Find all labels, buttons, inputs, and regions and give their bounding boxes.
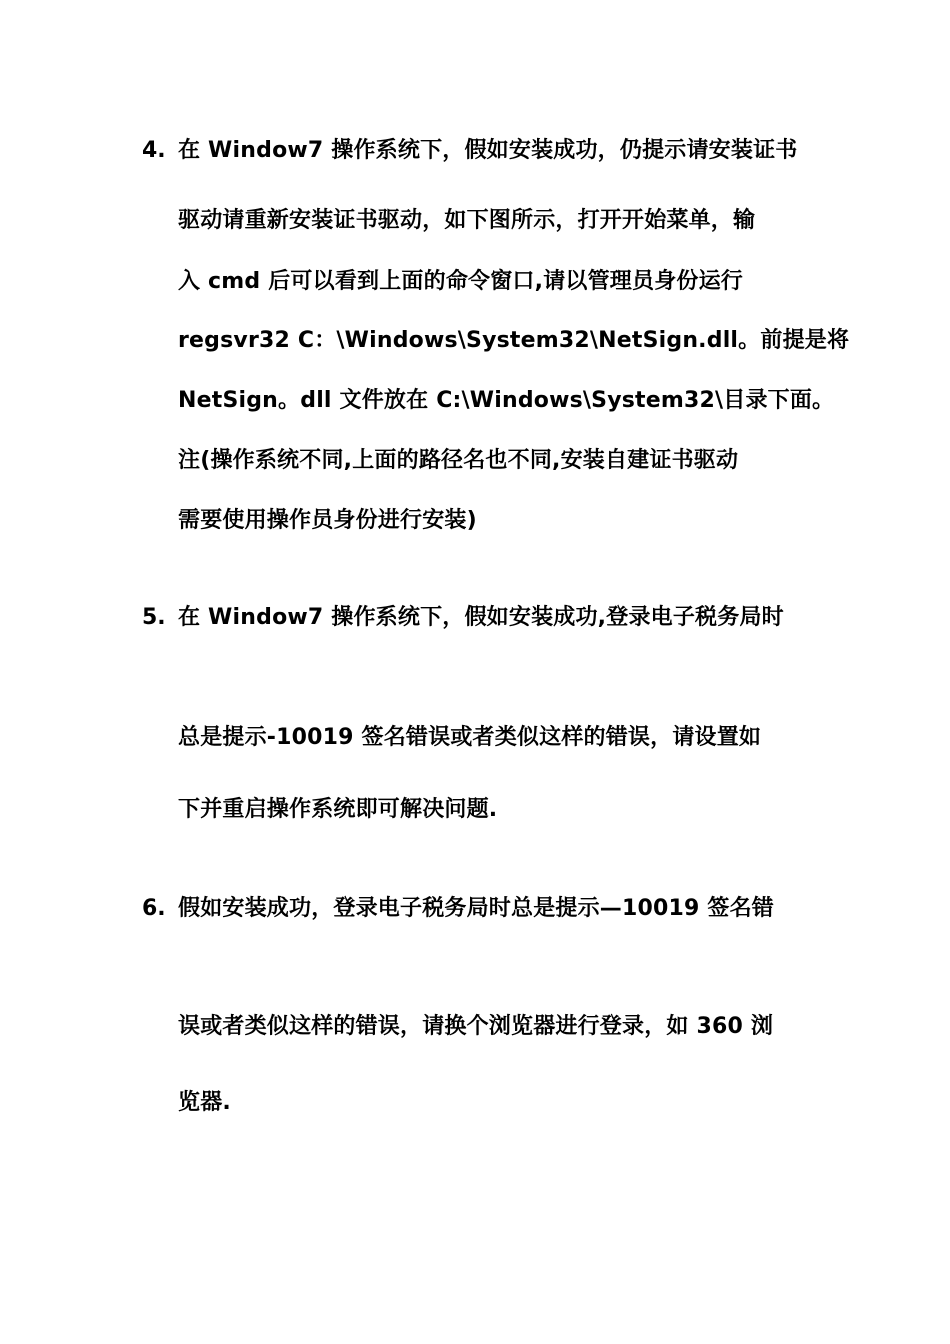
item-text-line: 下并重启操作系统即可解决问题. [178,797,498,822]
item-number: 6. [142,896,166,921]
item-text-line: 总是提示-10019 签名错误或者类似这样的错误，请设置如 [178,725,762,750]
item-text-line: 注(操作系统不同,上面的路径名也不同,安装自建证书驱动 [178,448,739,473]
item-text-line: 览器. [178,1090,231,1115]
item-text-line: 误或者类似这样的错误，请换个浏览器进行登录，如 360 浏 [178,1014,774,1039]
item-text-line: 需要使用操作员身份进行安装) [178,508,477,533]
item-text-line: 假如安装成功，登录电子税务局时总是提示—10019 签名错 [178,896,774,921]
item-text-line: NetSign。dll 文件放在 C:\Windows\System32\目录下面。 [178,388,835,413]
item-number: 5. [142,605,166,630]
item-text-line: 驱动请重新安装证书驱动，如下图所示，打开开始菜单，输 [178,208,756,233]
item-text-line: 入 cmd 后可以看到上面的命令窗口,请以管理员身份运行 [178,269,743,294]
item-text-line: regsvr32 C：\Windows\System32\NetSign.dll。前提是将 [178,328,850,353]
item-text-line: 在 Window7 操作系统下，假如安装成功,登录电子税务局时 [178,605,784,630]
item-text-line: 在 Window7 操作系统下，假如安装成功，仍提示请安装证书 [178,138,798,163]
item-number: 4. [142,138,166,163]
